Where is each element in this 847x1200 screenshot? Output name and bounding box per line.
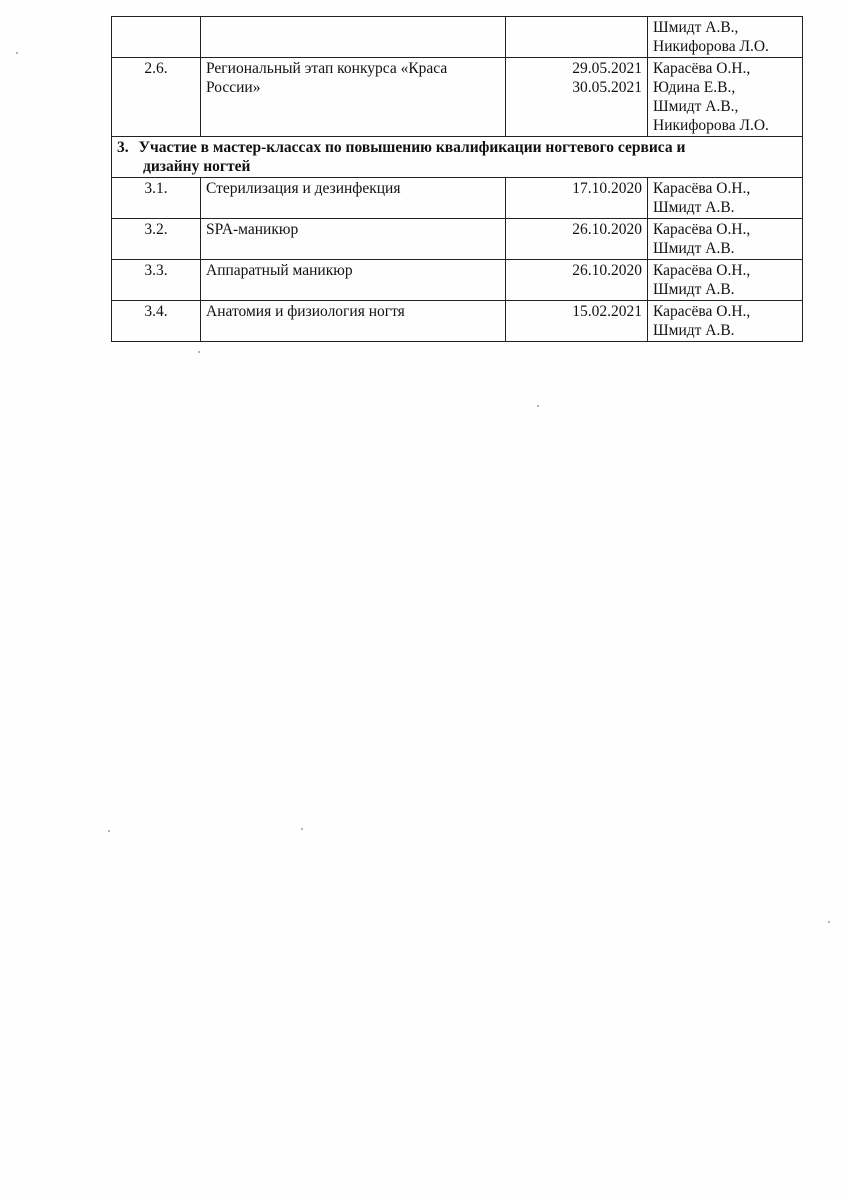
responsible-line: Шмидт А.В. bbox=[653, 281, 735, 298]
responsible-line: Шмидт А.В. bbox=[653, 322, 735, 339]
event-name bbox=[201, 58, 506, 137]
section-title-line2: дизайну ногтей bbox=[143, 158, 251, 175]
scan-speck bbox=[16, 52, 18, 54]
event-name: SPA-маникюр bbox=[201, 219, 506, 260]
events-table bbox=[111, 16, 803, 342]
responsible-line: Шмидт А.В. bbox=[653, 240, 735, 257]
section-title-line1: Участие в мастер-классах по повышению квалификации ногтевого сервиса и bbox=[138, 139, 686, 156]
responsible-line: Никифорова Л.О. bbox=[653, 117, 769, 134]
table-row-3-3 bbox=[112, 260, 803, 301]
event-date bbox=[506, 260, 648, 301]
row-number: 3.1. bbox=[112, 178, 201, 219]
responsible-line: Никифорова Л.О. bbox=[653, 38, 769, 55]
event-name bbox=[201, 17, 506, 58]
date-line: 17.10.2020 bbox=[572, 180, 642, 197]
scan-speck bbox=[537, 405, 539, 407]
table-row-3-4 bbox=[112, 301, 803, 342]
row-number: 3.3. bbox=[112, 260, 201, 301]
event-date bbox=[506, 17, 648, 58]
event-name: Стерилизация и дезинфекция bbox=[201, 178, 506, 219]
date-line: 30.05.2021 bbox=[572, 79, 642, 96]
event-date bbox=[506, 178, 648, 219]
section-heading bbox=[112, 137, 803, 178]
event-name: Аппаратный маникюр bbox=[201, 260, 506, 301]
table-row-3-2 bbox=[112, 219, 803, 260]
date-line: 26.10.2020 bbox=[572, 262, 642, 279]
responsible-line: Юдина Е.В., bbox=[653, 79, 736, 96]
row-number: 2.6. bbox=[112, 58, 201, 137]
responsible-persons bbox=[648, 58, 803, 137]
scan-speck bbox=[828, 921, 830, 923]
section-row-3 bbox=[112, 137, 803, 178]
responsible-line: Карасёва О.Н., bbox=[653, 180, 751, 197]
table-row-continuation bbox=[112, 17, 803, 58]
date-line: 26.10.2020 bbox=[572, 221, 642, 238]
event-date bbox=[506, 301, 648, 342]
row-number: 3.2. bbox=[112, 219, 201, 260]
responsible-persons bbox=[648, 178, 803, 219]
responsible-line: Карасёва О.Н., bbox=[653, 221, 751, 238]
section-number: 3. bbox=[117, 139, 129, 156]
row-number bbox=[112, 17, 201, 58]
responsible-persons bbox=[648, 260, 803, 301]
date-line: 15.02.2021 bbox=[572, 303, 642, 320]
responsible-persons bbox=[648, 301, 803, 342]
event-date bbox=[506, 58, 648, 137]
responsible-line: Карасёва О.Н., bbox=[653, 262, 751, 279]
responsible-line: Шмидт А.В., bbox=[653, 98, 739, 115]
event-name: Анатомия и физиология ногтя bbox=[201, 301, 506, 342]
table-row-3-1 bbox=[112, 178, 803, 219]
row-number: 3.4. bbox=[112, 301, 201, 342]
responsible-persons bbox=[648, 17, 803, 58]
event-name-text: Региональный этап конкурса «Краса России» bbox=[206, 60, 448, 96]
scan-speck bbox=[301, 828, 303, 830]
event-date bbox=[506, 219, 648, 260]
responsible-line: Шмидт А.В. bbox=[653, 199, 735, 216]
table-row-2-6 bbox=[112, 58, 803, 137]
responsible-line: Шмидт А.В., bbox=[653, 19, 739, 36]
responsible-persons bbox=[648, 219, 803, 260]
scan-speck bbox=[198, 351, 200, 353]
responsible-line: Карасёва О.Н., bbox=[653, 303, 751, 320]
responsible-line: Карасёва О.Н., bbox=[653, 60, 751, 77]
scan-speck bbox=[108, 830, 110, 832]
date-line: 29.05.2021 bbox=[572, 60, 642, 77]
